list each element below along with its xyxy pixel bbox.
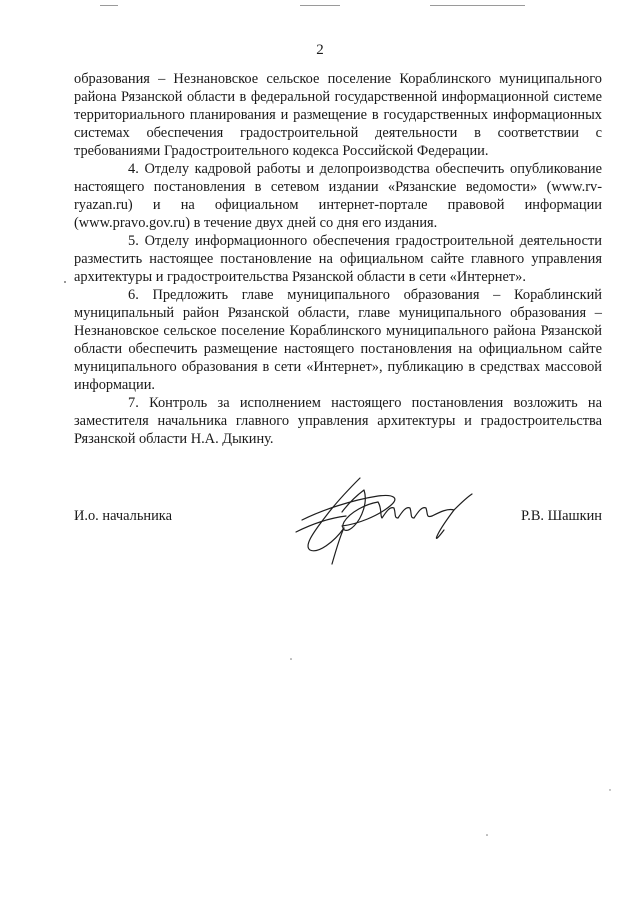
scan-artifact [300, 5, 340, 6]
paragraph-continuation: образования – Незнановское сельское поселение Кораблинского муниципального района Рязанской области в федеральной государственной информационной системе территориального планирования и размещение в государственных информационных системах обеспечения градостроительной деятельности в соответствии с требованиями Градостроительного кодекса Российской Федерации. [74, 71, 602, 159]
scan-artifact [430, 5, 525, 6]
page-number: 2 [316, 42, 324, 58]
paragraph-item-5: 5. Отделу информационного обеспечения градостроительной деятельности разместить настоящее постановление на официальном сайте главного управления архитектуры и градостроительства Рязанской области в сети «Интернет». [74, 233, 602, 285]
handwritten-signature [282, 472, 477, 568]
paragraph-item-4: 4. Отделу кадровой работы и делопроизводства обеспечить опубликование настоящего постановления в сетевом издании «Рязанские ведомости» (www.rv-ryazan.ru) и на официальном интернет-портале правовой информации (www.pravo.gov.ru) в течение двух дней со дня его издания. [74, 161, 602, 231]
paragraph-item-6: 6. Предложить главе муниципального образования – Кораблинский муниципальный район Рязанской области, главе муниципального образования – Незнановское сельское поселение Кораблинского муниципального района Рязанской области обеспечить размещение настоящего постановления на официальном сайте муниципального образования в сети «Интернет», публикацию в средствах массовой информации. [74, 287, 602, 393]
scan-artifact [100, 5, 118, 6]
signatory-name: Р.В. Шашкин [521, 508, 602, 524]
document-body [74, 70, 602, 448]
paragraph-item-7: 7. Контроль за исполнением настоящего постановления возложить на заместителя начальника главного управления архитектуры и градостроительства Рязанской области Н.А. Дыкину. [74, 395, 602, 447]
signatory-title: И.о. начальника [74, 508, 172, 524]
